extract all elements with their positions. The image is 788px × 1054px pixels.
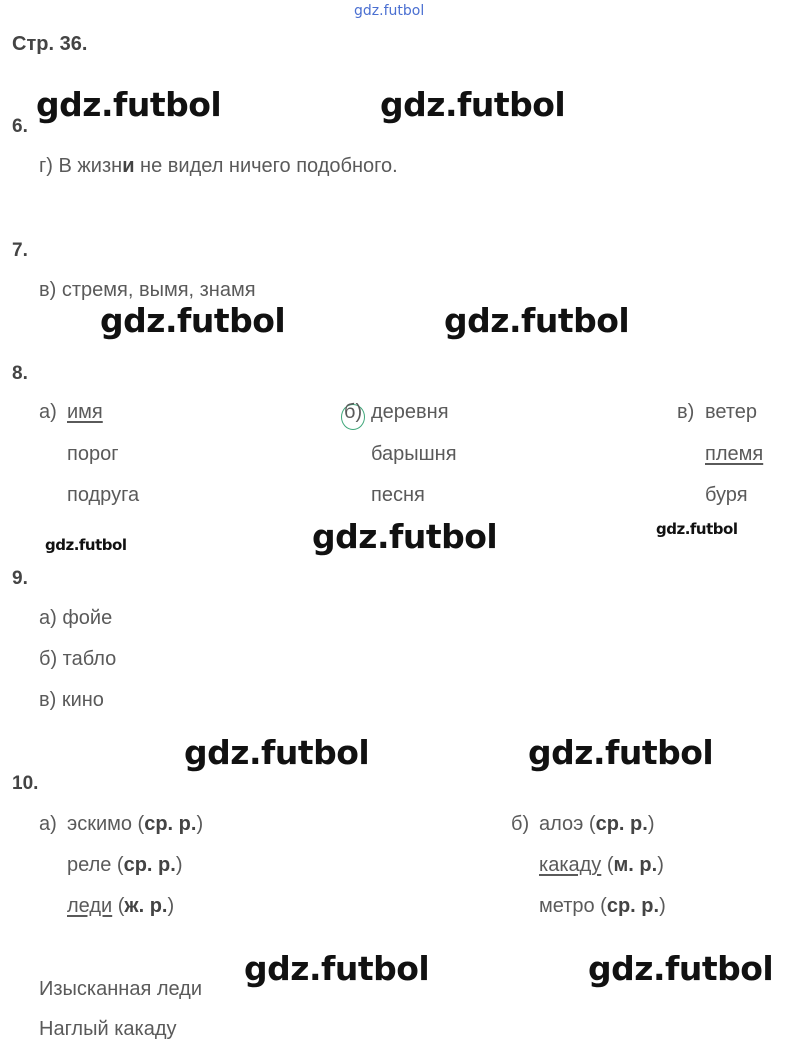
task-number: 8.: [12, 363, 28, 384]
task-number: 9.: [12, 568, 28, 589]
gender-item: метро (ср. р.): [539, 895, 666, 917]
list-item: б) табло: [39, 648, 117, 670]
task-number: 6.: [12, 116, 28, 137]
watermark: gdz.futbol: [656, 520, 738, 538]
gender-label: ср. р.: [606, 895, 660, 917]
word-item: подруга: [67, 484, 140, 506]
option-marker: б): [511, 813, 530, 835]
watermark: gdz.futbol: [100, 301, 286, 340]
word: метро: [539, 895, 595, 917]
answer-text: не видел ничего подобного.: [134, 155, 398, 177]
option-marker: в): [677, 401, 695, 423]
gender-label: ср. р.: [123, 854, 176, 876]
word-item: песня: [371, 484, 425, 506]
gender-item: алоэ (ср. р.): [539, 813, 655, 835]
page-title: Стр. 36.: [12, 33, 88, 55]
watermark: gdz.futbol: [244, 949, 430, 988]
task-number: 7.: [12, 240, 28, 261]
answer-bold-letter: и: [122, 155, 135, 177]
word-item: ветер: [705, 401, 758, 423]
word: какаду: [539, 854, 602, 876]
option-marker: а): [39, 813, 57, 835]
option-marker: а): [39, 401, 57, 423]
answer-text: г) В жизн: [39, 155, 123, 177]
task7-answer: в) стремя, вымя, знамя: [39, 279, 256, 301]
watermark: gdz.futbol: [45, 536, 127, 554]
list-item: а) фойе: [39, 607, 113, 629]
gender-item: какаду (м. р.): [539, 854, 664, 876]
watermark: gdz.futbol: [380, 85, 566, 124]
task6-answer: [39, 155, 398, 178]
gender-label: ср. р.: [595, 813, 648, 835]
task-number: 10.: [12, 773, 39, 794]
word-item: племя: [705, 443, 764, 465]
word-item: деревня: [371, 401, 449, 423]
watermark: gdz.futbol: [444, 301, 630, 340]
word-item: барышня: [371, 443, 457, 465]
phrase: Изысканная леди: [39, 978, 203, 1000]
watermark: gdz.futbol: [312, 517, 498, 556]
list-item: в) кино: [39, 689, 104, 711]
watermark: gdz.futbol: [184, 733, 370, 772]
watermark: gdz.futbol: [588, 949, 774, 988]
gender-item: реле (ср. р.): [67, 854, 183, 876]
site-label: gdz.futbol: [354, 3, 425, 19]
word-item: буря: [705, 484, 748, 506]
word-item: порог: [67, 443, 119, 465]
gender-label: м. р.: [613, 854, 658, 876]
word: алоэ: [539, 813, 584, 835]
gender-label: ср. р.: [144, 813, 197, 835]
gender-label: ж. р.: [124, 895, 168, 917]
word: леди: [67, 895, 113, 917]
option-marker: б): [344, 401, 363, 423]
gender-item: эскимо (ср. р.): [67, 813, 204, 835]
word: эскимо: [67, 813, 132, 835]
gender-item: леди (ж. р.): [67, 895, 175, 917]
watermark: gdz.futbol: [36, 85, 222, 124]
phrase: Наглый какаду: [39, 1018, 177, 1040]
watermark: gdz.futbol: [528, 733, 714, 772]
word-item: имя: [67, 401, 103, 423]
word: реле: [67, 854, 112, 876]
